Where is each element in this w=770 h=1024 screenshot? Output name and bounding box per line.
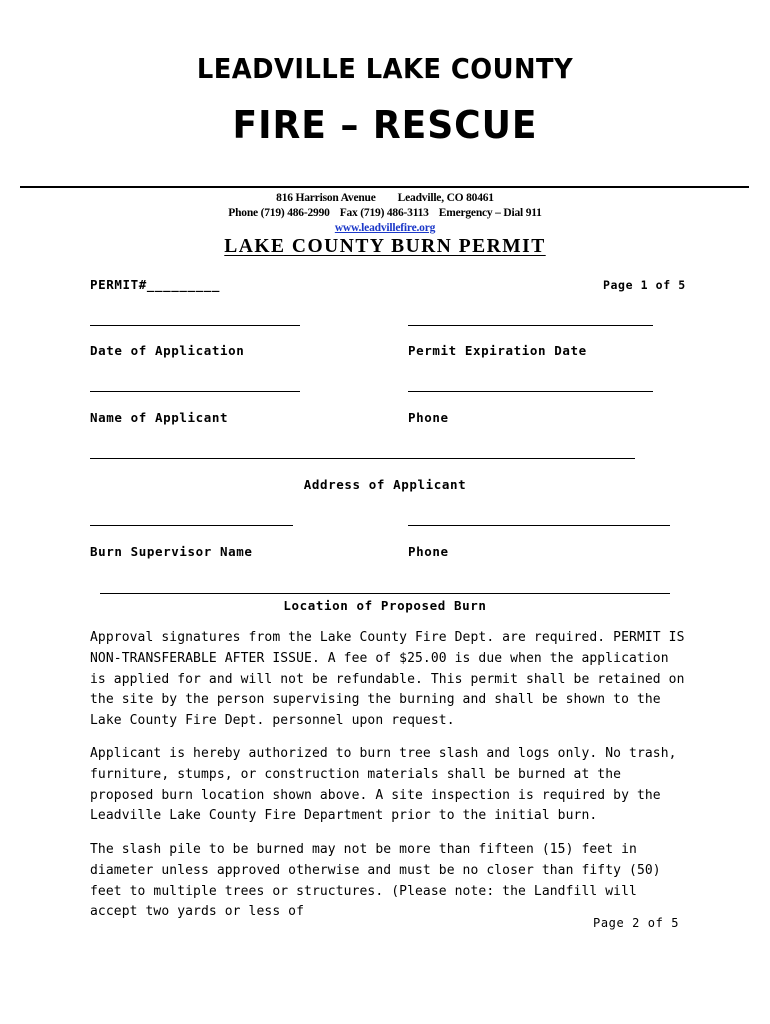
- fax-number: Fax (719) 486-3113: [339, 207, 429, 219]
- burn-location-line: [100, 593, 670, 594]
- applicant-phone-label: Phone: [408, 410, 449, 425]
- supervisor-phone-label: Phone: [408, 544, 449, 559]
- permit-expiration-line: [408, 325, 653, 326]
- form-title: LAKE COUNTY BURN PERMIT: [224, 236, 546, 257]
- burn-supervisor-label: Burn Supervisor Name: [90, 544, 253, 559]
- applicant-name-line: [90, 391, 300, 392]
- permit-expiration-label: Permit Expiration Date: [408, 343, 587, 358]
- contact-line-phones: [0, 206, 770, 221]
- org-name-line2: FIRE – RESCUE: [232, 103, 538, 147]
- applicant-phone-line: [408, 391, 653, 392]
- org-name-line1: LEADVILLE LAKE COUNTY: [196, 52, 574, 85]
- date-of-application-line: [90, 325, 300, 326]
- paragraph-slash-pile: The slash pile to be burned may not be more than fifteen (15) feet in diameter unless approved otherwise and must be no closer than fifty (50) feet to multiple trees or structures. (Please note: the Landfill will accept two yards or less of: [90, 842, 661, 920]
- applicant-name-label: Name of Applicant: [90, 410, 229, 425]
- phone-number: Phone (719) 486-2990: [228, 207, 330, 219]
- contact-line-web: [0, 221, 770, 236]
- supervisor-phone-line: [408, 525, 670, 526]
- website-link[interactable]: www.leadvillefire.org: [334, 222, 436, 234]
- permit-number-field: PERMIT#_________: [90, 277, 221, 292]
- emergency-number: Emergency – Dial 911: [438, 207, 542, 219]
- page-number-bottom: Page 2 of 5: [593, 916, 680, 930]
- paragraph-authorization: Applicant is hereby authorized to burn tree slash and logs only. No trash, furniture, stumps, or construction materials shall be burned at the proposed burn location shown above. A site inspection is required by the Leadville Lake County Fire Department prior to the initial burn.: [90, 746, 677, 824]
- burn-location-label: Location of Proposed Burn: [283, 598, 487, 613]
- page-number-top: Page 1 of 5: [603, 278, 686, 292]
- city-state-zip: Leadville, CO 80461: [397, 192, 494, 204]
- applicant-address-line: [90, 458, 635, 459]
- applicant-address-label: Address of Applicant: [303, 477, 467, 492]
- paragraph-approval: Approval signatures from the Lake County Fire Dept. are required. PERMIT IS NON-TRANSFERABLE AFTER ISSUE. A fee of $25.00 is due when the application is applied for and will not be refundable. This permit shall be retained on the site by the person supervising the burning and shall be shown to the Lake County Fire Dept. personnel upon request.: [90, 630, 685, 729]
- street-address: 816 Harrison Avenue: [276, 192, 376, 204]
- burn-supervisor-line: [90, 525, 293, 526]
- date-of-application-label: Date of Application: [90, 343, 245, 358]
- contact-line-address: [0, 191, 770, 206]
- header-divider: [20, 186, 749, 188]
